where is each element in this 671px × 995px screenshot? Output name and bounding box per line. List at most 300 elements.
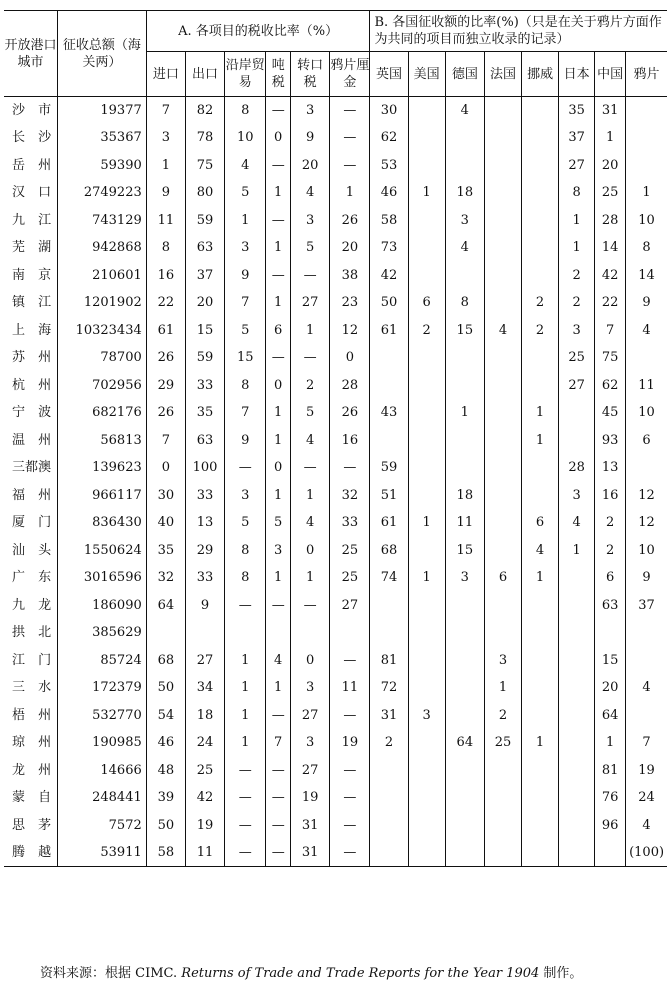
city-cell: 广东 bbox=[4, 564, 58, 592]
ratio-b-cell: 9 bbox=[642, 295, 651, 311]
ratio-a-cell: 3 bbox=[225, 234, 266, 262]
ratio-b-cell: 81 bbox=[370, 647, 408, 675]
ratio-a-cell: 4 bbox=[291, 179, 330, 207]
ratio-b-cell bbox=[522, 674, 559, 702]
amount-cell: 702956 bbox=[58, 372, 147, 400]
header-a-col: 进口 bbox=[146, 52, 185, 97]
city-cell: 九江 bbox=[4, 207, 58, 235]
ratio-b-cell bbox=[445, 427, 484, 455]
source-title: Returns of Trade and Trade Reports for the Year 1904 bbox=[181, 966, 540, 981]
ratio-a-cell: 82 bbox=[185, 97, 224, 125]
ratio-a-cell: 0 bbox=[291, 537, 330, 565]
ratio-b-cell bbox=[408, 784, 445, 812]
ratio-b-cell bbox=[408, 454, 445, 482]
ratio-b-cell: 45 bbox=[595, 399, 626, 427]
amount-cell: 1201902 bbox=[58, 289, 147, 317]
ratio-a-cell: 68 bbox=[146, 647, 185, 675]
ratio-b-cell: 2 bbox=[595, 509, 626, 537]
ratio-b-cell bbox=[559, 839, 595, 867]
amount-cell: 190985 bbox=[58, 729, 147, 757]
city-cell: 南京 bbox=[4, 262, 58, 290]
ratio-b-cell bbox=[445, 784, 484, 812]
ratio-b-cell bbox=[408, 399, 445, 427]
ratio-a-cell: 37 bbox=[185, 262, 224, 290]
ratio-b-cell bbox=[626, 124, 667, 152]
ratio-b-cell bbox=[522, 207, 559, 235]
table-row bbox=[4, 427, 667, 455]
ratio-b-cell: 1 bbox=[522, 399, 559, 427]
ratio-a-cell: 7 bbox=[146, 97, 185, 125]
ratio-a-cell bbox=[146, 619, 185, 647]
ratio-a-cell: 19 bbox=[330, 729, 370, 757]
ratio-b-cell: 9 bbox=[642, 570, 651, 586]
table-row bbox=[4, 592, 667, 620]
ratio-b-cell bbox=[445, 812, 484, 840]
ratio-b-cell bbox=[408, 262, 445, 290]
table-row bbox=[4, 317, 667, 345]
header-b-col: 日本 bbox=[559, 52, 595, 97]
ratio-b-cell: 27 bbox=[559, 152, 595, 180]
ratio-b-cell: 58 bbox=[370, 207, 408, 235]
ratio-a-cell: 20 bbox=[291, 152, 330, 180]
ratio-a-cell: 27 bbox=[291, 702, 330, 730]
customs-revenue-table bbox=[4, 10, 667, 867]
ratio-a-cell: 27 bbox=[291, 757, 330, 785]
amount-cell: 210601 bbox=[58, 262, 147, 290]
ratio-a-cell: 9 bbox=[291, 124, 330, 152]
ratio-a-cell bbox=[330, 619, 370, 647]
ratio-b-cell: 2 bbox=[559, 289, 595, 317]
ratio-b-cell bbox=[370, 372, 408, 400]
ratio-b-cell: 42 bbox=[370, 262, 408, 290]
ratio-a-cell: 1 bbox=[266, 399, 291, 427]
ratio-b-cell: 22 bbox=[595, 289, 626, 317]
ratio-b-cell: 1 bbox=[522, 729, 559, 757]
city-cell: 腾越 bbox=[4, 839, 58, 867]
ratio-b-cell bbox=[408, 537, 445, 565]
amount-cell: 14666 bbox=[58, 757, 147, 785]
ratio-b-cell: 18 bbox=[445, 179, 484, 207]
ratio-a-cell: — bbox=[266, 702, 291, 730]
ratio-a-cell: 35 bbox=[185, 399, 224, 427]
ratio-b-cell bbox=[445, 372, 484, 400]
header-group-a: A. 各项目的税收比率（%） bbox=[146, 11, 370, 52]
ratio-b-cell bbox=[626, 152, 667, 180]
ratio-b-cell: 28 bbox=[595, 207, 626, 235]
ratio-b-cell: 31 bbox=[595, 97, 626, 125]
ratio-b-cell: 11 bbox=[445, 509, 484, 537]
ratio-b-cell bbox=[522, 97, 559, 125]
ratio-a-cell: 15 bbox=[185, 317, 224, 345]
ratio-b-cell bbox=[408, 839, 445, 867]
ratio-a-cell: 9 bbox=[225, 262, 266, 290]
ratio-a-cell: 3 bbox=[146, 124, 185, 152]
ratio-b-cell bbox=[408, 372, 445, 400]
header-b-col: 挪威 bbox=[522, 52, 559, 97]
ratio-a-cell: 59 bbox=[185, 207, 224, 235]
ratio-a-cell: — bbox=[225, 839, 266, 867]
ratio-b-cell bbox=[595, 839, 626, 867]
ratio-a-cell: 33 bbox=[185, 482, 224, 510]
ratio-b-cell: 6 bbox=[642, 432, 651, 448]
ratio-b-cell bbox=[484, 839, 521, 867]
ratio-b-cell: 10 bbox=[638, 405, 655, 421]
ratio-a-cell: 31 bbox=[291, 839, 330, 867]
ratio-a-cell: 12 bbox=[330, 317, 370, 345]
city-cell: 镇江 bbox=[4, 289, 58, 317]
ratio-b-cell: 11 bbox=[638, 377, 655, 393]
ratio-b-cell bbox=[522, 179, 559, 207]
amount-cell: 53911 bbox=[58, 839, 147, 867]
ratio-a-cell: 2 bbox=[291, 372, 330, 400]
ratio-b-cell bbox=[484, 509, 521, 537]
ratio-b-cell bbox=[484, 124, 521, 152]
table-body bbox=[4, 97, 667, 867]
ratio-b-cell bbox=[484, 482, 521, 510]
ratio-a-cell: — bbox=[266, 262, 291, 290]
city-cell: 杭州 bbox=[4, 372, 58, 400]
ratio-a-cell: 5 bbox=[225, 509, 266, 537]
ratio-b-cell bbox=[484, 812, 521, 840]
ratio-b-cell: 74 bbox=[370, 564, 408, 592]
ratio-a-cell: 1 bbox=[291, 317, 330, 345]
ratio-b-cell: 6 bbox=[595, 564, 626, 592]
ratio-b-cell: 1 bbox=[595, 124, 626, 152]
header-b-col: 法国 bbox=[484, 52, 521, 97]
ratio-a-cell: 1 bbox=[291, 482, 330, 510]
ratio-a-cell: 23 bbox=[330, 289, 370, 317]
table-row bbox=[4, 454, 667, 482]
source-suffix: 制作。 bbox=[539, 966, 583, 981]
ratio-b-cell bbox=[370, 427, 408, 455]
amount-cell: 966117 bbox=[58, 482, 147, 510]
ratio-a-cell: 1 bbox=[266, 674, 291, 702]
ratio-b-cell: 43 bbox=[370, 399, 408, 427]
ratio-a-cell: 1 bbox=[266, 179, 291, 207]
ratio-b-cell bbox=[559, 427, 595, 455]
ratio-b-cell: 27 bbox=[559, 372, 595, 400]
ratio-b-cell: 1 bbox=[559, 207, 595, 235]
ratio-b-cell bbox=[559, 674, 595, 702]
city-cell: 上海 bbox=[4, 317, 58, 345]
table-row bbox=[4, 729, 667, 757]
ratio-b-cell: 4 bbox=[642, 680, 651, 696]
ratio-b-cell: 37 bbox=[559, 124, 595, 152]
city-cell: 宁波 bbox=[4, 399, 58, 427]
ratio-a-cell: — bbox=[291, 262, 330, 290]
ratio-b-cell: 10 bbox=[638, 212, 655, 228]
ratio-a-cell: 4 bbox=[291, 427, 330, 455]
ratio-b-cell: 8 bbox=[445, 289, 484, 317]
table-header bbox=[4, 11, 667, 97]
ratio-b-cell: 2 bbox=[595, 537, 626, 565]
ratio-a-cell: 58 bbox=[146, 839, 185, 867]
ratio-b-cell: 81 bbox=[595, 757, 626, 785]
ratio-a-cell: 8 bbox=[146, 234, 185, 262]
ratio-a-cell: 11 bbox=[185, 839, 224, 867]
ratio-a-cell: 16 bbox=[146, 262, 185, 290]
ratio-a-cell: 32 bbox=[330, 482, 370, 510]
ratio-a-cell: 54 bbox=[146, 702, 185, 730]
amount-cell: 172379 bbox=[58, 674, 147, 702]
ratio-a-cell: 59 bbox=[185, 344, 224, 372]
ratio-b-cell: 1 bbox=[408, 509, 445, 537]
table-row bbox=[4, 839, 667, 867]
ratio-a-cell: 0 bbox=[146, 454, 185, 482]
ratio-a-cell: 7 bbox=[266, 729, 291, 757]
ratio-b-cell bbox=[559, 784, 595, 812]
ratio-b-cell bbox=[408, 729, 445, 757]
ratio-a-cell: 0 bbox=[291, 647, 330, 675]
ratio-a-cell: 22 bbox=[146, 289, 185, 317]
ratio-b-cell bbox=[522, 124, 559, 152]
ratio-a-cell: 63 bbox=[185, 234, 224, 262]
ratio-a-cell: 16 bbox=[330, 427, 370, 455]
ratio-b-cell: 25 bbox=[595, 179, 626, 207]
amount-cell: 248441 bbox=[58, 784, 147, 812]
ratio-b-cell: 1 bbox=[408, 564, 445, 592]
amount-cell: 78700 bbox=[58, 344, 147, 372]
table-row bbox=[4, 757, 667, 785]
ratio-b-cell bbox=[626, 344, 667, 372]
table-row bbox=[4, 564, 667, 592]
header-group-b: B. 各国征收额的比率(%)（只是在关于鸦片方面作为共同的项目而独立收录的记录） bbox=[370, 11, 667, 52]
ratio-a-cell: 1 bbox=[266, 482, 291, 510]
ratio-b-cell: 96 bbox=[595, 812, 626, 840]
amount-cell: 56813 bbox=[58, 427, 147, 455]
ratio-b-cell bbox=[445, 702, 484, 730]
ratio-b-cell: 1 bbox=[642, 185, 651, 201]
ratio-a-cell: — bbox=[266, 784, 291, 812]
table-row bbox=[4, 179, 667, 207]
ratio-a-cell: — bbox=[225, 454, 266, 482]
ratio-a-cell: 3 bbox=[291, 674, 330, 702]
ratio-a-cell: 26 bbox=[330, 207, 370, 235]
ratio-a-cell: 25 bbox=[185, 757, 224, 785]
ratio-a-cell: 1 bbox=[266, 289, 291, 317]
ratio-b-cell bbox=[559, 647, 595, 675]
ratio-a-cell: — bbox=[266, 97, 291, 125]
amount-cell: 1550624 bbox=[58, 537, 147, 565]
ratio-b-cell bbox=[522, 234, 559, 262]
ratio-b-cell: 4 bbox=[522, 537, 559, 565]
ratio-a-cell: 50 bbox=[146, 812, 185, 840]
header-b-col: 英国 bbox=[370, 52, 408, 97]
ratio-b-cell: 75 bbox=[595, 344, 626, 372]
ratio-b-cell: 50 bbox=[370, 289, 408, 317]
city-cell: 三水 bbox=[4, 674, 58, 702]
ratio-b-cell bbox=[484, 344, 521, 372]
ratio-a-cell: 5 bbox=[225, 317, 266, 345]
ratio-a-cell: — bbox=[266, 839, 291, 867]
ratio-a-cell: 9 bbox=[225, 427, 266, 455]
ratio-b-cell: 1 bbox=[559, 537, 595, 565]
ratio-b-cell: 3 bbox=[445, 564, 484, 592]
ratio-b-cell bbox=[559, 702, 595, 730]
ratio-a-cell: 4 bbox=[266, 647, 291, 675]
city-cell: 沙市 bbox=[4, 97, 58, 125]
ratio-b-cell: 51 bbox=[370, 482, 408, 510]
ratio-a-cell: — bbox=[330, 702, 370, 730]
ratio-b-cell: 15 bbox=[445, 317, 484, 345]
ratio-a-cell: — bbox=[266, 592, 291, 620]
ratio-b-cell bbox=[484, 262, 521, 290]
ratio-b-cell bbox=[522, 647, 559, 675]
table-row bbox=[4, 812, 667, 840]
ratio-a-cell: 8 bbox=[225, 537, 266, 565]
ratio-b-cell bbox=[370, 344, 408, 372]
table-row bbox=[4, 207, 667, 235]
ratio-b-cell bbox=[408, 674, 445, 702]
ratio-a-cell: 32 bbox=[146, 564, 185, 592]
table-row bbox=[4, 234, 667, 262]
ratio-b-cell: 8 bbox=[559, 179, 595, 207]
ratio-b-cell bbox=[484, 152, 521, 180]
ratio-a-cell: 3 bbox=[291, 207, 330, 235]
ratio-a-cell: 5 bbox=[225, 179, 266, 207]
ratio-a-cell: 26 bbox=[146, 344, 185, 372]
ratio-b-cell bbox=[445, 344, 484, 372]
ratio-b-cell: 3 bbox=[445, 207, 484, 235]
ratio-b-cell bbox=[408, 647, 445, 675]
ratio-a-cell: 35 bbox=[146, 537, 185, 565]
ratio-a-cell: 1 bbox=[266, 234, 291, 262]
ratio-b-cell: 6 bbox=[484, 564, 521, 592]
city-cell: 思茅 bbox=[4, 812, 58, 840]
ratio-a-cell: 9 bbox=[185, 592, 224, 620]
ratio-b-cell bbox=[445, 839, 484, 867]
ratio-a-cell: — bbox=[225, 592, 266, 620]
ratio-b-cell: 12 bbox=[638, 515, 655, 531]
table-row bbox=[4, 702, 667, 730]
ratio-a-cell: 3 bbox=[225, 482, 266, 510]
ratio-a-cell: 26 bbox=[146, 399, 185, 427]
ratio-b-cell: 30 bbox=[370, 97, 408, 125]
ratio-a-cell: — bbox=[266, 152, 291, 180]
table-row bbox=[4, 344, 667, 372]
ratio-a-cell: 8 bbox=[225, 372, 266, 400]
table-row bbox=[4, 152, 667, 180]
ratio-b-cell bbox=[370, 784, 408, 812]
ratio-b-cell bbox=[595, 619, 626, 647]
ratio-a-cell: 28 bbox=[330, 372, 370, 400]
ratio-b-cell: 63 bbox=[595, 592, 626, 620]
city-cell: 蒙自 bbox=[4, 784, 58, 812]
ratio-a-cell: 1 bbox=[225, 674, 266, 702]
ratio-b-cell: 18 bbox=[445, 482, 484, 510]
ratio-b-cell bbox=[626, 702, 667, 730]
header-b-col: 美国 bbox=[408, 52, 445, 97]
ratio-b-cell: 4 bbox=[484, 317, 521, 345]
ratio-b-cell bbox=[522, 372, 559, 400]
header-a-col: 鸦片厘金 bbox=[330, 52, 370, 97]
ratio-b-cell bbox=[370, 619, 408, 647]
ratio-a-cell: — bbox=[266, 812, 291, 840]
amount-cell: 59390 bbox=[58, 152, 147, 180]
table-row bbox=[4, 509, 667, 537]
ratio-b-cell: 6 bbox=[522, 509, 559, 537]
ratio-b-cell bbox=[522, 784, 559, 812]
ratio-b-cell bbox=[445, 124, 484, 152]
ratio-a-cell: — bbox=[225, 757, 266, 785]
ratio-b-cell: 1 bbox=[408, 179, 445, 207]
ratio-a-cell: 33 bbox=[185, 564, 224, 592]
ratio-a-cell: 18 bbox=[185, 702, 224, 730]
ratio-a-cell: — bbox=[266, 207, 291, 235]
ratio-b-cell: 15 bbox=[595, 647, 626, 675]
amount-cell: 942868 bbox=[58, 234, 147, 262]
amount-cell: 682176 bbox=[58, 399, 147, 427]
amount-cell: 10323434 bbox=[58, 317, 147, 345]
ratio-b-cell bbox=[626, 619, 667, 647]
ratio-b-cell bbox=[370, 839, 408, 867]
table-row bbox=[4, 784, 667, 812]
table-row bbox=[4, 97, 667, 125]
ratio-b-cell: 16 bbox=[595, 482, 626, 510]
city-cell: 三都澳 bbox=[4, 454, 58, 482]
ratio-b-cell: 3 bbox=[408, 702, 445, 730]
ratio-a-cell: 4 bbox=[225, 152, 266, 180]
ratio-b-cell bbox=[408, 234, 445, 262]
ratio-b-cell: 20 bbox=[595, 152, 626, 180]
ratio-b-cell bbox=[408, 619, 445, 647]
ratio-b-cell: 2 bbox=[370, 729, 408, 757]
ratio-b-cell: 4 bbox=[642, 817, 651, 833]
ratio-a-cell: 1 bbox=[225, 207, 266, 235]
ratio-a-cell: 33 bbox=[330, 509, 370, 537]
city-cell: 江门 bbox=[4, 647, 58, 675]
city-cell: 汉口 bbox=[4, 179, 58, 207]
ratio-a-cell bbox=[266, 619, 291, 647]
header-b-col: 中国 bbox=[595, 52, 626, 97]
ratio-b-cell bbox=[522, 757, 559, 785]
ratio-b-cell: 76 bbox=[595, 784, 626, 812]
ratio-b-cell bbox=[522, 839, 559, 867]
table-row bbox=[4, 619, 667, 647]
ratio-b-cell: 2 bbox=[559, 262, 595, 290]
ratio-a-cell: 11 bbox=[330, 674, 370, 702]
ratio-b-cell: 64 bbox=[595, 702, 626, 730]
ratio-b-cell: 2 bbox=[484, 702, 521, 730]
ratio-a-cell: — bbox=[330, 839, 370, 867]
ratio-a-cell: 100 bbox=[185, 454, 224, 482]
ratio-a-cell: 1 bbox=[225, 729, 266, 757]
ratio-a-cell: — bbox=[291, 454, 330, 482]
ratio-a-cell: 48 bbox=[146, 757, 185, 785]
header-amount: 征收总额（海关两） bbox=[58, 11, 147, 97]
ratio-b-cell bbox=[484, 427, 521, 455]
ratio-b-cell: 13 bbox=[595, 454, 626, 482]
ratio-a-cell: 11 bbox=[146, 207, 185, 235]
ratio-a-cell: 1 bbox=[291, 564, 330, 592]
ratio-a-cell: 33 bbox=[185, 372, 224, 400]
ratio-a-cell bbox=[185, 619, 224, 647]
amount-cell: 743129 bbox=[58, 207, 147, 235]
header-b-col: 德国 bbox=[445, 52, 484, 97]
ratio-a-cell: 39 bbox=[146, 784, 185, 812]
table-row bbox=[4, 674, 667, 702]
ratio-b-cell bbox=[559, 812, 595, 840]
ratio-b-cell bbox=[522, 592, 559, 620]
ratio-a-cell: 29 bbox=[185, 537, 224, 565]
amount-cell: 19377 bbox=[58, 97, 147, 125]
ratio-b-cell: 46 bbox=[370, 179, 408, 207]
city-cell: 福州 bbox=[4, 482, 58, 510]
ratio-a-cell: 20 bbox=[185, 289, 224, 317]
table-row bbox=[4, 537, 667, 565]
ratio-b-cell: 4 bbox=[445, 234, 484, 262]
ratio-b-cell: 1 bbox=[484, 674, 521, 702]
